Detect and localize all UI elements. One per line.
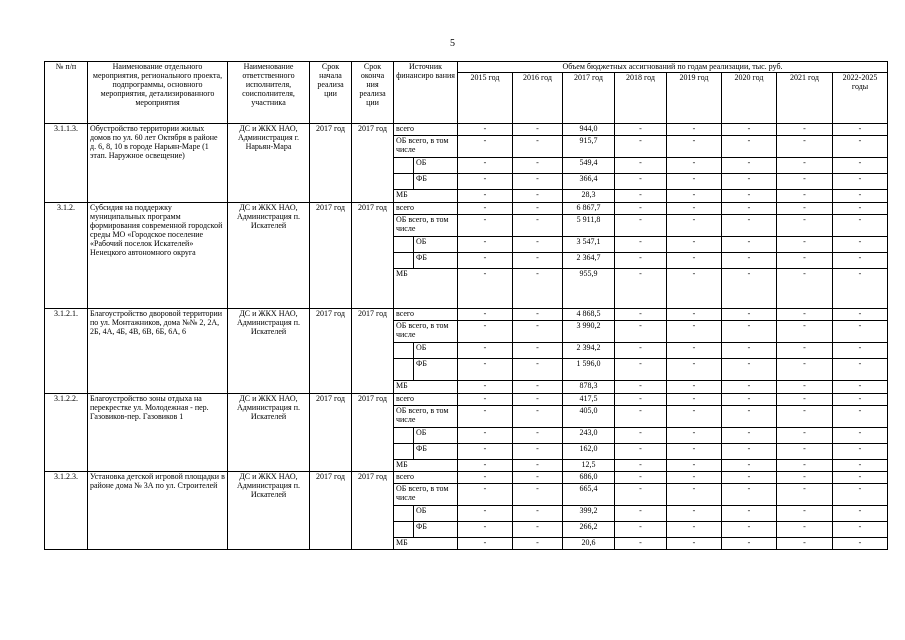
header-num: № п/п — [45, 62, 88, 124]
table-body — [45, 124, 888, 550]
budget-value: - — [667, 253, 722, 269]
row-executor: ДС и ЖКХ НАО, Администрация п. Искателей — [228, 309, 310, 394]
row-executor: ДС и ЖКХ НАО, Администрация п. Искателей — [228, 472, 310, 550]
budget-value: - — [667, 381, 722, 394]
row-name: Субсидия на поддержку муниципальных программ формирования современной городской среды МО «Городское поселение «Рабочий поселок Искателей» Ненецкого автономного округа — [88, 203, 228, 309]
row-name: Благоустройство дворовой территории по ул. Монтажников, дома №№ 2, 2А, 2Б, 4А, 4Б, 4В, 6В, 6Б, 6А, 6 — [88, 309, 228, 394]
row-end: 2017 год — [352, 203, 394, 309]
header-start: Срок начала реализа ции — [310, 62, 352, 124]
source-label: всего — [394, 309, 458, 321]
budget-value: - — [458, 136, 513, 158]
budget-value: - — [667, 522, 722, 538]
budget-value: - — [615, 253, 667, 269]
budget-value: - — [833, 444, 888, 460]
header-year: 2017 год — [563, 73, 615, 124]
budget-value: - — [833, 158, 888, 174]
budget-value: 5 911,8 — [563, 215, 615, 237]
row-start: 2017 год — [310, 203, 352, 309]
budget-value: 955,9 — [563, 269, 615, 309]
budget-value: - — [458, 190, 513, 203]
source-label: ФБ — [414, 522, 458, 538]
budget-value: - — [722, 321, 777, 343]
budget-value: - — [667, 136, 722, 158]
row-executor: ДС и ЖКХ НАО, Администрация г. Нарьян-Мара — [228, 124, 310, 203]
budget-value: - — [722, 215, 777, 237]
budget-value: - — [833, 309, 888, 321]
budget-value: - — [458, 444, 513, 460]
budget-value: - — [458, 460, 513, 472]
budget-value: - — [458, 506, 513, 522]
table-row — [45, 394, 888, 406]
budget-value: - — [458, 269, 513, 309]
budget-value: - — [722, 237, 777, 253]
budget-value: - — [667, 237, 722, 253]
budget-value: - — [777, 381, 833, 394]
row-num: 3.1.2.3. — [45, 472, 88, 550]
budget-value: - — [777, 237, 833, 253]
budget-value: - — [833, 381, 888, 394]
budget-value: - — [722, 484, 777, 506]
budget-value: - — [513, 472, 563, 484]
budget-value: - — [833, 484, 888, 506]
budget-value: - — [458, 215, 513, 237]
budget-value: - — [667, 472, 722, 484]
budget-value: - — [615, 343, 667, 359]
budget-value: - — [513, 506, 563, 522]
budget-value: 6 867,7 — [563, 203, 615, 215]
budget-value: - — [722, 444, 777, 460]
source-label: МБ — [394, 269, 458, 309]
budget-value: - — [777, 190, 833, 203]
budget-value: - — [722, 343, 777, 359]
budget-value: - — [667, 444, 722, 460]
budget-value: - — [667, 343, 722, 359]
budget-value: - — [458, 484, 513, 506]
budget-value: - — [667, 124, 722, 136]
source-indent — [394, 428, 414, 444]
source-label: ОБ всего, в том числе — [394, 321, 458, 343]
budget-value: - — [833, 472, 888, 484]
row-name: Установка детской игровой площадки в районе дома № 3А по ул. Строителей — [88, 472, 228, 550]
source-label: всего — [394, 124, 458, 136]
budget-value: - — [777, 484, 833, 506]
budget-value: 3 990,2 — [563, 321, 615, 343]
budget-value: - — [833, 136, 888, 158]
budget-value: - — [513, 309, 563, 321]
budget-value: - — [615, 506, 667, 522]
budget-value: - — [615, 484, 667, 506]
budget-value: - — [513, 394, 563, 406]
source-label: МБ — [394, 538, 458, 550]
budget-value: - — [513, 406, 563, 428]
budget-value: - — [777, 506, 833, 522]
budget-value: - — [722, 406, 777, 428]
source-label: ОБ — [414, 343, 458, 359]
budget-value: - — [458, 124, 513, 136]
budget-value: - — [458, 321, 513, 343]
source-indent — [394, 506, 414, 522]
budget-value: - — [513, 522, 563, 538]
budget-value: 944,0 — [563, 124, 615, 136]
header-year: 2021 год — [777, 73, 833, 124]
header-budget: Объем бюджетных ассигнований по годам реализации, тыс. руб. — [458, 62, 888, 73]
budget-value: - — [833, 124, 888, 136]
budget-value: - — [722, 472, 777, 484]
budget-value: - — [513, 538, 563, 550]
budget-value: - — [777, 253, 833, 269]
source-label: ОБ — [414, 506, 458, 522]
table-row — [45, 203, 888, 215]
budget-value: - — [722, 506, 777, 522]
budget-value: - — [513, 237, 563, 253]
budget-value: - — [667, 538, 722, 550]
budget-value: - — [615, 190, 667, 203]
budget-value: - — [667, 190, 722, 203]
budget-value: 915,7 — [563, 136, 615, 158]
budget-value: - — [777, 136, 833, 158]
budget-value: - — [615, 174, 667, 190]
budget-value: - — [615, 136, 667, 158]
budget-value: - — [777, 359, 833, 381]
source-indent — [394, 174, 414, 190]
budget-value: - — [833, 203, 888, 215]
budget-value: - — [777, 203, 833, 215]
budget-value: 399,2 — [563, 506, 615, 522]
budget-value: - — [833, 215, 888, 237]
budget-value: - — [513, 190, 563, 203]
budget-value: - — [458, 538, 513, 550]
row-num: 3.1.1.3. — [45, 124, 88, 203]
source-label: всего — [394, 472, 458, 484]
budget-value: - — [833, 237, 888, 253]
header-executor: Наименование ответственного исполнителя, соисполнителя, участника — [228, 62, 310, 124]
budget-value: - — [667, 359, 722, 381]
source-label: ФБ — [414, 359, 458, 381]
budget-value: - — [777, 472, 833, 484]
budget-value: 1 596,0 — [563, 359, 615, 381]
budget-value: - — [667, 309, 722, 321]
budget-value: - — [833, 343, 888, 359]
budget-value: - — [777, 460, 833, 472]
row-end: 2017 год — [352, 124, 394, 203]
source-label: ОБ — [414, 428, 458, 444]
budget-value: - — [458, 203, 513, 215]
budget-value: - — [458, 394, 513, 406]
budget-value: - — [777, 394, 833, 406]
budget-value: - — [458, 359, 513, 381]
budget-value: - — [667, 394, 722, 406]
budget-value: - — [615, 359, 667, 381]
budget-value: 686,0 — [563, 472, 615, 484]
row-start: 2017 год — [310, 309, 352, 394]
budget-value: - — [722, 359, 777, 381]
budget-value: - — [667, 215, 722, 237]
budget-value: 366,4 — [563, 174, 615, 190]
budget-value: 417,5 — [563, 394, 615, 406]
budget-value: - — [513, 136, 563, 158]
budget-value: - — [615, 381, 667, 394]
header-year: 2022-2025 годы — [833, 73, 888, 124]
budget-value: - — [722, 428, 777, 444]
budget-value: - — [615, 428, 667, 444]
header-year: 2015 год — [458, 73, 513, 124]
budget-table — [44, 61, 888, 550]
budget-value: - — [513, 343, 563, 359]
row-start: 2017 год — [310, 472, 352, 550]
budget-value: - — [722, 522, 777, 538]
header-year: 2019 год — [667, 73, 722, 124]
budget-value: 878,3 — [563, 381, 615, 394]
budget-value: - — [777, 158, 833, 174]
budget-value: - — [615, 321, 667, 343]
budget-value: - — [833, 428, 888, 444]
budget-value: - — [777, 428, 833, 444]
row-name: Благоустройство зоны отдыха на перекрестке ул. Молодежная - пер. Газовиков-пер. Газовиков 1 — [88, 394, 228, 472]
source-label: ОБ всего, в том числе — [394, 136, 458, 158]
budget-value: - — [667, 158, 722, 174]
budget-value: - — [513, 428, 563, 444]
source-label: ОБ всего, в том числе — [394, 215, 458, 237]
budget-value: - — [722, 460, 777, 472]
budget-value: - — [615, 237, 667, 253]
budget-value: - — [513, 215, 563, 237]
budget-value: - — [513, 253, 563, 269]
budget-value: - — [777, 215, 833, 237]
budget-value: - — [833, 394, 888, 406]
budget-value: - — [777, 444, 833, 460]
budget-value: - — [667, 269, 722, 309]
source-label: ФБ — [414, 174, 458, 190]
source-label: ОБ — [414, 158, 458, 174]
row-start: 2017 год — [310, 124, 352, 203]
budget-value: - — [615, 460, 667, 472]
budget-value: - — [722, 190, 777, 203]
budget-value: - — [722, 174, 777, 190]
budget-value: - — [777, 309, 833, 321]
budget-value: - — [458, 237, 513, 253]
budget-value: - — [513, 484, 563, 506]
source-indent — [394, 158, 414, 174]
page-number: 5 — [450, 38, 455, 49]
row-name: Обустройство территории жилых домов по ул. 60 лет Октября в районе д. 6, 8, 10 в городе Нарьян-Маре (1 этап. Наружное освещение) — [88, 124, 228, 203]
header-year: 2018 год — [615, 73, 667, 124]
budget-value: - — [615, 269, 667, 309]
budget-value: 266,2 — [563, 522, 615, 538]
source-label: МБ — [394, 190, 458, 203]
budget-value: - — [615, 203, 667, 215]
budget-value: - — [513, 158, 563, 174]
budget-value: - — [833, 506, 888, 522]
source-label: МБ — [394, 381, 458, 394]
source-label: всего — [394, 394, 458, 406]
budget-value: - — [777, 321, 833, 343]
budget-value: - — [458, 381, 513, 394]
budget-value: 2 394,2 — [563, 343, 615, 359]
budget-value: - — [615, 309, 667, 321]
budget-value: 4 868,5 — [563, 309, 615, 321]
row-num: 3.1.2.2. — [45, 394, 88, 472]
budget-value: - — [777, 522, 833, 538]
row-num: 3.1.2.1. — [45, 309, 88, 394]
budget-value: - — [833, 460, 888, 472]
budget-value: - — [615, 215, 667, 237]
row-end: 2017 год — [352, 309, 394, 394]
budget-value: - — [513, 359, 563, 381]
budget-value: - — [667, 174, 722, 190]
budget-value: - — [458, 158, 513, 174]
source-indent — [394, 253, 414, 269]
budget-value: - — [833, 190, 888, 203]
budget-value: - — [513, 460, 563, 472]
budget-value: 243,0 — [563, 428, 615, 444]
budget-value: - — [833, 174, 888, 190]
source-label: ОБ всего, в том числе — [394, 484, 458, 506]
budget-value: - — [833, 359, 888, 381]
budget-value: - — [777, 406, 833, 428]
source-label: всего — [394, 203, 458, 215]
budget-value: - — [722, 538, 777, 550]
budget-value: - — [667, 428, 722, 444]
budget-value: 549,4 — [563, 158, 615, 174]
budget-value: - — [722, 269, 777, 309]
budget-value: - — [833, 538, 888, 550]
budget-value: 28,3 — [563, 190, 615, 203]
source-indent — [394, 522, 414, 538]
source-indent — [394, 343, 414, 359]
budget-value: - — [615, 444, 667, 460]
table-row — [45, 124, 888, 136]
table-row — [45, 309, 888, 321]
budget-value: - — [722, 309, 777, 321]
budget-value: - — [615, 158, 667, 174]
budget-value: - — [777, 538, 833, 550]
budget-value: - — [722, 136, 777, 158]
budget-value: - — [513, 124, 563, 136]
source-indent — [394, 444, 414, 460]
budget-value: - — [615, 124, 667, 136]
row-end: 2017 год — [352, 394, 394, 472]
source-indent — [394, 237, 414, 253]
header-source: Источник финансиро вания — [394, 62, 458, 124]
budget-value: - — [777, 124, 833, 136]
budget-value: - — [722, 158, 777, 174]
budget-value: 12,5 — [563, 460, 615, 472]
budget-value: 162,0 — [563, 444, 615, 460]
budget-value: - — [722, 203, 777, 215]
budget-value: - — [667, 406, 722, 428]
budget-value: - — [458, 174, 513, 190]
budget-value: - — [833, 406, 888, 428]
budget-value: - — [667, 203, 722, 215]
budget-value: - — [667, 321, 722, 343]
budget-value: - — [458, 522, 513, 538]
budget-value: - — [513, 203, 563, 215]
source-label: ОБ — [414, 237, 458, 253]
header-end: Срок оконча ния реализа ции — [352, 62, 394, 124]
budget-value: - — [667, 460, 722, 472]
row-executor: ДС и ЖКХ НАО, Администрация п. Искателей — [228, 203, 310, 309]
budget-value: 665,4 — [563, 484, 615, 506]
header-year: 2016 год — [513, 73, 563, 124]
budget-value: - — [458, 406, 513, 428]
budget-value: - — [722, 381, 777, 394]
budget-value: - — [615, 472, 667, 484]
budget-value: - — [833, 269, 888, 309]
budget-value: - — [458, 253, 513, 269]
header-name: Наименование отдельного мероприятия, регионального проекта, подпрограммы, основного мероприятия, детализированного мероприятия — [88, 62, 228, 124]
budget-value: - — [458, 309, 513, 321]
budget-value: 3 547,1 — [563, 237, 615, 253]
row-end: 2017 год — [352, 472, 394, 550]
row-executor: ДС и ЖКХ НАО, Администрация п. Искателей — [228, 394, 310, 472]
budget-value: - — [615, 394, 667, 406]
budget-value: - — [777, 269, 833, 309]
budget-value: - — [722, 394, 777, 406]
table-row — [45, 472, 888, 484]
header-year: 2020 год — [722, 73, 777, 124]
budget-value: 405,0 — [563, 406, 615, 428]
source-label: МБ — [394, 460, 458, 472]
budget-value: 2 364,7 — [563, 253, 615, 269]
row-start: 2017 год — [310, 394, 352, 472]
budget-value: - — [458, 428, 513, 444]
budget-value: - — [833, 522, 888, 538]
budget-value: - — [722, 124, 777, 136]
budget-value: - — [615, 406, 667, 428]
budget-value: - — [667, 506, 722, 522]
budget-value: - — [458, 472, 513, 484]
budget-value: 20,6 — [563, 538, 615, 550]
budget-value: - — [513, 321, 563, 343]
budget-value: - — [615, 538, 667, 550]
budget-value: - — [667, 484, 722, 506]
budget-value: - — [513, 269, 563, 309]
source-label: ОБ всего, в том числе — [394, 406, 458, 428]
row-num: 3.1.2. — [45, 203, 88, 309]
budget-value: - — [722, 253, 777, 269]
budget-value: - — [513, 381, 563, 394]
source-label: ФБ — [414, 444, 458, 460]
budget-value: - — [513, 174, 563, 190]
budget-value: - — [615, 522, 667, 538]
source-label: ФБ — [414, 253, 458, 269]
budget-value: - — [513, 444, 563, 460]
budget-value: - — [458, 343, 513, 359]
budget-value: - — [833, 253, 888, 269]
budget-value: - — [777, 343, 833, 359]
source-indent — [394, 359, 414, 381]
budget-value: - — [777, 174, 833, 190]
budget-value: - — [833, 321, 888, 343]
